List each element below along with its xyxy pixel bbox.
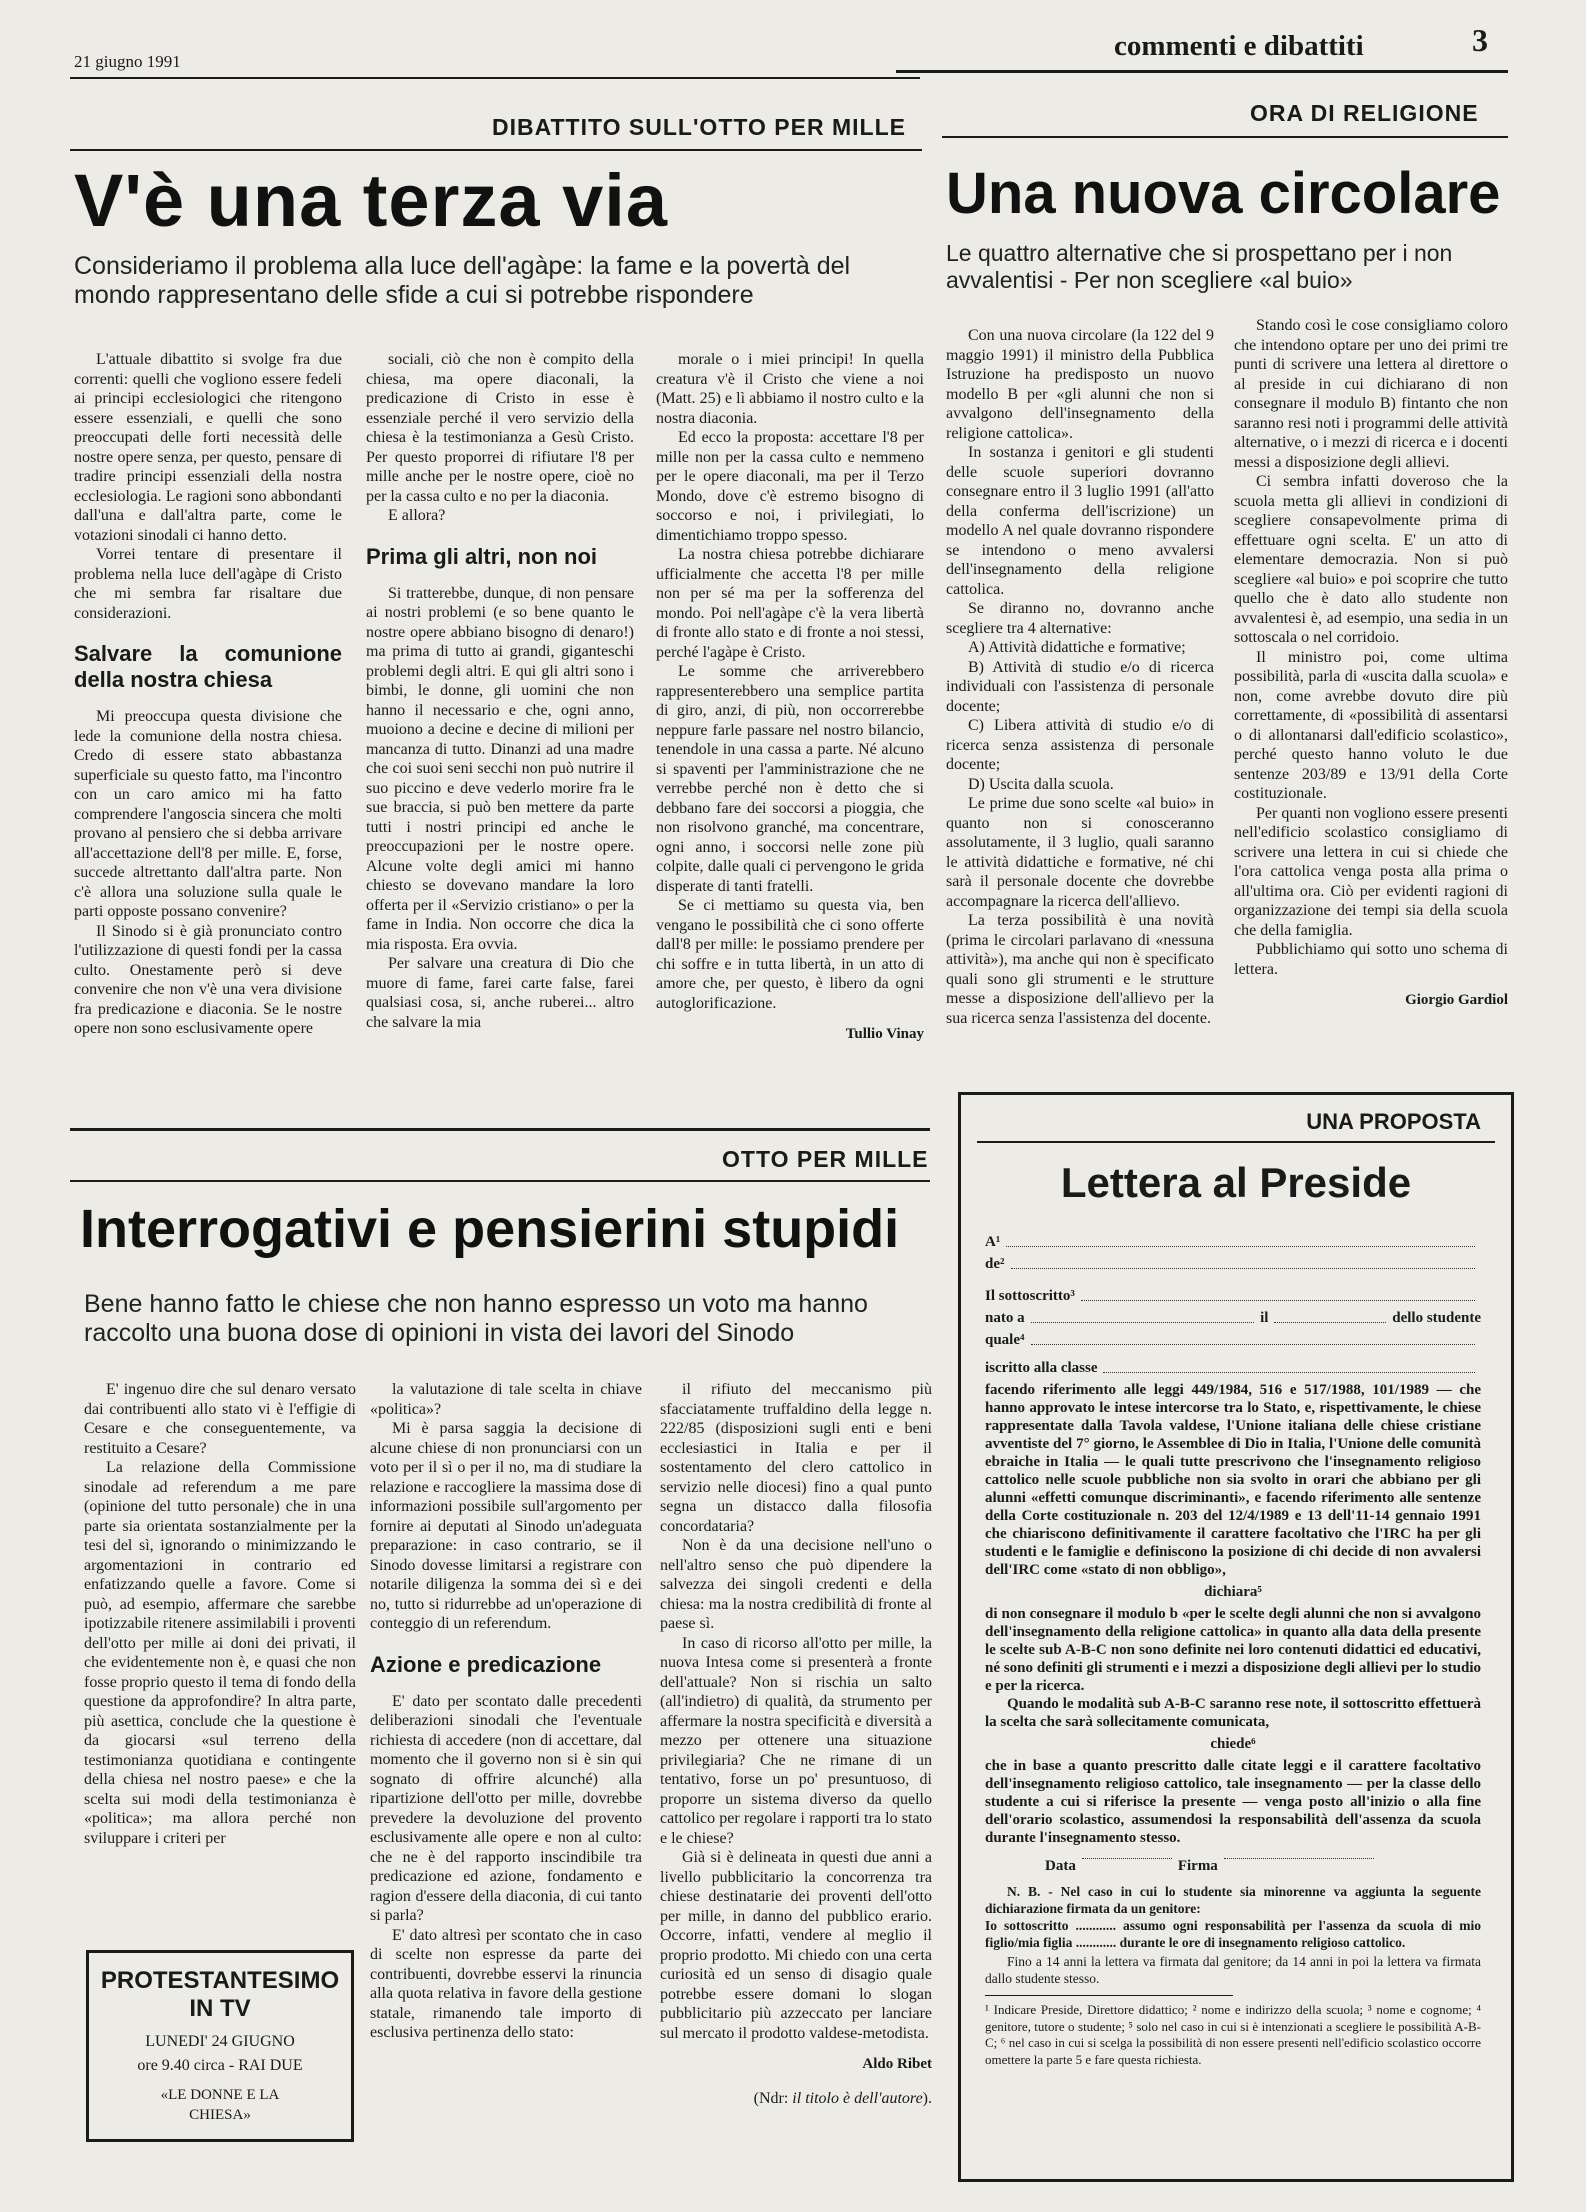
tv-notice-box: [86, 1950, 354, 2142]
paragraph: Mi è parsa saggia la decisione di alcune chiese di non pronunciarsi con un voto per il sì o per il no, ma di studiare la relazione e raccogliere la massima dose di informazioni possibile sull'argomento per fornire ai deputati al Sinodo un'adeguata preparazione: in caso contrario, se il Sinodo dovesse limitarsi a registrare con notarile diligenza la somma dei sì e dei no, tutto si ridurrebbe ad un'operazione di conteggio di un referendum.: [370, 1420, 642, 1632]
page-number: 3: [1472, 22, 1488, 58]
paragraph: Stando così le cose consigliamo coloro che intendono optare per uno dei primi tre punti di scrivere una lettera al direttore o al preside in cui dichiarano di non consegnare il modulo B) fintanto che non saranno resi noti i programmi delle attività alternative, o i mezzi di ricerca e i docenti messi a disposizione degli allievi.: [1234, 317, 1508, 471]
form-field-role[interactable]: [985, 1331, 1481, 1349]
letter-rule: [977, 1141, 1495, 1143]
article-column-1: [74, 350, 342, 1039]
paragraph: Pubblichiamo qui sotto uno schema di lettera.: [1234, 941, 1508, 978]
paragraph: Non è da una decisione nell'uno o nell'altro senso che può dipendere la salvezza dei singoli credenti e della chiesa: ma la nostra credibilità di fronte al paese sì.: [660, 1537, 932, 1632]
date-dots[interactable]: [1082, 1857, 1172, 1859]
field-dots: [1081, 1299, 1475, 1301]
field-label: de²: [985, 1256, 1005, 1272]
signature-row: [1045, 1857, 1481, 1875]
tv-notice-program: «LE DONNE E LA CHIESA»: [160, 2087, 280, 2123]
letter-form-box: [958, 1092, 1514, 2182]
paragraph: Il ministro poi, come ultima possibilità, parla di «uscita dalla scuola» e non, come avrebbe dovuto dire più correttamente, di «possibilità di assentarsi o di allontanarsi dall'edificio scolastico», perché questo hanno voluto le due sentenze 203/89 e 13/91 della Corte costituzionale.: [1234, 648, 1508, 802]
letter-note: Fino a 14 anni la lettera va firmata dal genitore; da 14 anni in poi la lettera va firmata dallo studente stesso.: [985, 1954, 1481, 1986]
paragraph: Per salvare una creatura di Dio che muore di fame, farei carte false, farei qualsiasi cosa, si, anche ruberei... altro che salvare la mia: [366, 955, 634, 1031]
field-dots: [1006, 1245, 1475, 1247]
section-title: commenti e dibattiti: [1114, 30, 1364, 62]
paragraph: La nostra chiesa potrebbe dichiarare ufficialmente che accetta l'8 per mille non per sé ma per la sofferenza del mondo. Poi nell'agàpe c'è la vera libertà di fronte allo stato e di fronte a noi stessi, perché l'agàpe è Cristo.: [656, 546, 924, 661]
letter-body: di non consegnare il modulo b «per le scelte degli alunni che non si avvalgono dell'insegnamento della religione cattolica» in quanto alla data della presente le scelte sub A-B-C non sono definite nei loro contenuti didattici ed educativi, né sono definiti gli strumenti e i mezzi a disposizione degli allievi per lo studio e per la ricerca.: [985, 1606, 1481, 1694]
note-prefix: (Ndr:: [753, 2089, 793, 2107]
field-label: quale⁴: [985, 1332, 1025, 1348]
form-field-recipient[interactable]: [985, 1233, 1481, 1251]
article-column-2: [370, 1380, 642, 2043]
article-headline: V'è una terza via: [74, 159, 668, 242]
letter-body: che in base a quanto prescritto dalle citate leggi e il carattere facoltativo dell'insegnamento religioso cattolico, tale insegnamento — per la classe dello studente a cui si riferisce la presente — venga posto all'inizio o alla fine dell'orario scolastico, assumendosi la responsabilità dell'assenza da scuola durante l'insegnamento stesso.: [985, 1758, 1481, 1846]
field-label: il: [1260, 1310, 1269, 1326]
field-label: nato a: [985, 1310, 1025, 1326]
field-dots: [1103, 1371, 1475, 1373]
letter-title: Lettera al Preside: [1060, 1159, 1412, 1206]
paragraph: Se ci mettiamo su questa via, ben vengano le possibilità che ci sono offerte dall'8 per mille: le possiamo prendere per chi soffre e in tutta libertà, in un atto di amore che, per questo, è libero da ogni autoglorificazione.: [656, 897, 924, 1012]
kicker-rule: [942, 136, 1508, 138]
subheading: Azione e predicazione: [370, 1651, 602, 1677]
paragraph: In sostanza i genitori e gli studenti delle scuole superiori dovranno consegnare entro il 3 luglio 1991 (all'atto della conferma dell'iscrizione) un modello A nel quale dovranno rispondere se intendono o meno avvalersi dell'insegnamento della religione cattolica.: [946, 444, 1214, 598]
letter-body: facendo riferimento alle leggi 449/1984, 516 e 517/1988, 101/1989 — che hanno approvato le intese intercorse tra lo Stato, e, rispettivamente, le chiese rappresentate dalla Tavola valdese, l'Unione italiana delle chiese cristiane avventiste del 7° giorno, le Assemblee di Dio in Italia, l'Unione delle comunità ebraiche in Italia — le quali tutte prescrivono che l'insegnamento religioso cattolico nelle scuole pubbliche non sia svolto in orari che abbiano per gli alunni «effetti comunque discriminanti», e facendo riferimento alle sentenze della Corte costituzionale n. 203 del 12/4/1989 e 13 dell'11-14 gennaio 1991 che chiariscono definitivamente il carattere facoltativo che l'IRC ha per gli studenti e le famiglie e definiscono la posizione di chi decide di non avvalersi dell'IRC come «stato di non obbligo»,: [985, 1382, 1481, 1578]
kicker-rule: [70, 1180, 930, 1182]
signature-label: Firma: [1177, 1858, 1218, 1874]
article-column-3: [656, 350, 924, 1045]
paragraph: Se diranno no, dovranno anche scegliere tra 4 alternative:: [946, 600, 1214, 637]
form-field-class[interactable]: [985, 1359, 1481, 1377]
field-dots: [1031, 1321, 1255, 1323]
form-field-school[interactable]: [985, 1255, 1481, 1273]
paragraph: D) Uscita dalla scuola.: [968, 775, 1114, 793]
letter-body: Quando le modalità sub A-B-C saranno rese note, il sottoscritto effettuerà la scelta che sarà sollecitamente comunicata,: [985, 1696, 1481, 1730]
date-label: Data: [1045, 1858, 1076, 1874]
editor-note: [660, 2089, 932, 2109]
paragraph: Mi preoccupa questa divisione che lede la comunione della nostra chiesa. Credo di essere stato abbastanza superficiale su questo fatto, ma l'incontro con un caro amico mi ha fatto comprendere l'angoscia sincera che molti provano al pensiero che si debba arrivare all'accettazione dell'8 per mille. E, forse, succede altrettanto dall'altra parte. Non c'è allora una soluzione sulla quale le parti opposte possano convenire?: [74, 708, 342, 920]
note-suffix: ).: [922, 2089, 932, 2107]
article-kicker: ORA DI RELIGIONE: [1250, 100, 1479, 126]
paragraph: morale o i miei principi! In quella creatura v'è il Cristo che viene a noi (Matt. 25) e lì abbiamo il nostro culto e la nostra diaconia.: [656, 351, 924, 427]
paragraph: Si tratterebbe, dunque, di non pensare ai nostri problemi (e so bene quanto le nostre opere abbiano bisogno di denaro!) ma prima di tutto ai grandi, giganteschi problemi degli altri. E qui gli altri sono i bimbi, le donne, gli uomini che non hanno il necessario e che, ogni anno, muoiono a decine e decine di milioni per mancanza di tutto. Dinanzi ad una madre che coi suoi seni secchi non può nutrire il suo piccino e deve vederlo morire fra le sue braccia, si può ben mettere da parte tutti i nostri principi ed anche le preoccupazioni per le nostre opere. Alcune volte degli amici mi hanno chiesto se dovevano mandare la loro offerta per il «Servizio cristiano» o per la fame in India. Non occorre che dica la mia risposta. Era ovvia.: [366, 584, 634, 953]
article-column-2: [366, 350, 634, 1032]
tv-notice-date: LUNEDI' 24 GIUGNO: [145, 2033, 295, 2050]
paragraph: La terza possibilità è una novità (prima le circolari parlavano di «nessuna attività»), ma anche qui non è specificato quali sono gli strumenti e le strutture messe a disposizione dell'allievo per la sua ricerca senza l'assistenza del docente.: [946, 912, 1214, 1027]
subheading: Salvare la comunione della nostra chiesa: [74, 641, 342, 692]
field-dots: [1011, 1267, 1476, 1269]
page-date: 21 giugno 1991: [74, 52, 181, 71]
field-dots: [1274, 1321, 1386, 1323]
paragraph: L'attuale dibattito si svolge fra due correnti: quelli che vogliono essere fedeli ai principi ecclesiologici che ritengono essere essenziali, e quelli che sono preoccupati delle forti necessità delle nostre opere senza, per questo, pensare di tradire principi essenziali della nostra ecclesiologia. Le ragioni sono abbondanti dall'una e dall'altra parte, come le votazioni sinodali ci hanno detto.: [74, 351, 342, 544]
kicker-rule: [70, 149, 922, 151]
article-column-1: [946, 326, 1214, 1028]
letter-footnotes: ¹ Indicare Preside, Direttore didattico; ² nome e indirizzo della scuola; ³ nome e cognome; ⁴ genitore, tutore o studente; ⁵ solo nel caso in cui si è intenzionati a scegliere le possibilità A-B-C; ⁶ nel caso in cui si scelga la possibilità di non essere presenti nell'edificio scolastico occorre omettere la parte 5 e fare questa richiesta.: [985, 2002, 1481, 2067]
header-rule-right: [896, 70, 1508, 73]
paragraph: B) Attività di studio e/o di ricerca individuali con l'assistenza di personale docente;: [946, 658, 1214, 715]
article-kicker: OTTO PER MILLE: [722, 1146, 929, 1172]
letter-heading-chiede: chiede⁶: [1210, 1736, 1256, 1752]
footnote-rule: [985, 1995, 1233, 1996]
paragraph: Le prime due sono scelte «al buio» in quanto non si conosceranno assolutamente, il 3 luglio, quali saranno le attività didattiche e formative, né chi sarà il personale docente che dovrebbe accompagnare la ricerca dell'allievo.: [946, 795, 1214, 910]
field-label: Il sottoscritto³: [985, 1288, 1075, 1304]
paragraph: Già si è delineata in questi due anni a livello pubblicitario la concorrenza tra chiese destinatarie dei proventi dell'otto per mille, in danno del pubblico erario. Occorre, infatti, vendere al meglio il proprio prodotto. Mi chiedo con una certa curiosità ed un senso di disagio quale potrebbe essere domani lo slogan pubblicitario più azzeccato per lanciare sul mercato il prodotto valdese-metodista.: [660, 1849, 932, 2042]
paragraph: sociali, ciò che non è compito della chiesa, ma opere diaconali, la predicazione di Cristo in esse è essenziale perché il vero servizio della chiesa è la testimonianza a Gesù Cristo. Per questo proporrei di rifiutare l'8 per mille anche per le nostre opere, cioè no per la cassa culto e no per la diaconia.: [366, 351, 634, 505]
article-column-2: [1234, 316, 1508, 1011]
paragraph: il rifiuto del meccanismo più sfacciatamente truffaldino della legge n. 222/85 (disposizioni sugli enti e beni ecclesiastici in Italia e per il sostentamento del clero cattolico in servizio nelle diocesi) fino a qual punto segna un distacco dalla filosofia concordataria?: [660, 1381, 932, 1535]
article-column-1: [84, 1380, 356, 1848]
field-label: dello studente: [1392, 1310, 1481, 1326]
field-label: iscritto alla classe: [985, 1360, 1098, 1376]
paragraph: E' dato altresì per scontato che in caso di scelte non espresse da parte dei contribuenti, dovrebbe esservi la rinuncia alla quota relativa in favore della gestione statale, rimanendo tale importo di esclusiva pertinenza dello stato:: [370, 1926, 642, 2041]
letter-note: Io sottoscritto ............ assumo ogni responsabilità per l'assenza da scuola di mio figlio/mia figlia ............ durante le ore di insegnamento religioso cattolico.: [985, 1918, 1481, 1950]
paragraph: la valutazione di tale scelta in chiave «politica»?: [370, 1381, 642, 1418]
article-deck: Bene hanno fatto le chiese che non hanno espresso un voto ma hanno raccolto una buona dose di opinioni in vista dei lavori del Sinodo: [84, 1290, 868, 1347]
signature-dots[interactable]: [1224, 1857, 1374, 1859]
article-headline: Una nuova circolare: [946, 161, 1501, 226]
paragraph: Il Sinodo si è già pronunciato contro l'utilizzazione di questi fondi per la cassa culto. Onestamente però si deve convenire che non v'è una vera divisione fra predicazione e diaconia. Se le nostre opere non sono esclusivamente opere: [74, 922, 342, 1037]
paragraph: A) Attività didattiche e formative;: [968, 639, 1186, 656]
paragraph: Vorrei tentare di presentare il problema nella luce dell'agàpe di Cristo che mi sembra far risaltare due considerazioni.: [74, 546, 342, 622]
article-deck: Consideriamo il problema alla luce dell'agàpe: la fame e la povertà del mondo rappresentano delle sfide a cui si potrebbe rispondere: [74, 252, 851, 309]
paragraph: In caso di ricorso all'otto per mille, la nuova Intesa come si presenterà a fronte dell'attuale? Non si rischia un salto (all'indietro) di qualità, da strumento per affermare la nostra specificità e diversità a mezzo per ottenere una situazione privilegiaria? Che ne rimane di un tentativo, forse un po' presuntuoso, di proporre un sistema diverso da quello cattolico per regolare i rapporti tra lo stato e le chiese?: [660, 1634, 932, 1847]
tv-notice-title: PROTESTANTESIMO IN TV: [100, 1967, 340, 2022]
paragraph: E allora?: [388, 507, 446, 524]
letter-kicker: UNA PROPOSTA: [1306, 1109, 1481, 1134]
subheading: Prima gli altri, non noi: [366, 543, 598, 569]
field-label: A¹: [985, 1234, 1001, 1250]
form-field-signer[interactable]: [985, 1287, 1481, 1305]
paragraph: Le somme che arriverebbero rappresenterebbero una semplice partita di giro, anzi, di più, non occorrerebbe neppure farle passare nel nostro bilancio, tenendole in una cassa a parte. Né alcuno si spaventi per l'amministrazione che ne verrebbe perché non è detto che si debbano fare dei soccorsi a pioggia, che non risolvono granché, ma concentrare, ogni anno, i soccorsi nelle zone più colpite, dalle quali ci pervengono le grida disperate di tanti fratelli.: [656, 663, 924, 895]
article-headline: Interrogativi e pensierini stupidi: [80, 1199, 900, 1259]
section-rule: [70, 1128, 930, 1131]
article-kicker: DIBATTITO SULL'OTTO PER MILLE: [492, 114, 906, 140]
article-deck: Le quattro alternative che si prospettano per i non avvalentisi - Per non scegliere «al buio»: [946, 240, 1453, 293]
letter-note: N. B. - Nel caso in cui lo studente sia minorenne va aggiunta la seguente dichiarazione firmata da un genitore:: [985, 1884, 1481, 1916]
paragraph: Con una nuova circolare (la 122 del 9 maggio 1991) il ministro della Pubblica Istruzione ha predisposto un nuovo modello B per «gli alunni che non si avvalgono dell'insegnamento della religione cattolica».: [946, 327, 1214, 442]
paragraph: Ed ecco la proposta: accettare l'8 per mille non per la cassa culto e nemmeno per le opere diaconali, ma per il Terzo Mondo, dove c'è estremo bisogno di soccorso e noi, i privilegiati, lo dimentichiamo troppo spesso.: [656, 429, 924, 544]
field-dots: [1031, 1343, 1475, 1345]
letter-heading-dichiara: dichiara⁵: [1204, 1584, 1262, 1600]
paragraph: La relazione della Commissione sinodale ad referendum a me pare (opinione del tutto personale) che in una parte sia orientata sostanzialmente per la tesi del sì, ignorando o minimizzando le argomentazioni in contrario ed enfatizzando quelle a favore. Come si può, ad esempio, affermare che sarebbe ipotizzabile ritenere assimilabili i proventi dell'otto per mille ai doni dei privati, il che evidentemente non è, e quasi che non fosse proprio questo il tema di fondo della questione da approfondire? In altra parte, più asettica, conclude che la questione è da giocarsi «sul terreno della testimonianza quotidiana e contingente della chiesa nel nostro paese» e che la scelta sui modi della testimonianza è «politica»; ma allora perché non sviluppare i criteri per: [84, 1459, 356, 1847]
paragraph: C) Libera attività di studio e/o di ricerca senza assistenza di personale docente;: [946, 717, 1214, 773]
paragraph: Per quanti non vogliono essere presenti nell'edificio scolastico consigliamo di scrivere una lettera in cui si chiede che l'ora cattolica venga posta alla prima o all'ultima ora. Ciò per evidenti ragioni di organizzazione dei tempi sia della scuola che della famiglia.: [1234, 804, 1508, 939]
author-signature: Tullio Vinay: [845, 1026, 924, 1042]
note-italic: il titolo è dell'autore: [792, 2089, 923, 2107]
article-column-3: [660, 1380, 932, 2108]
form-field-birth[interactable]: [985, 1309, 1481, 1327]
author-signature: Aldo Ribet: [862, 2056, 932, 2072]
tv-notice-time: ore 9.40 circa - RAI DUE: [137, 2057, 303, 2074]
header-rule-left: [70, 77, 920, 79]
author-signature: Giorgio Gardiol: [1405, 992, 1508, 1008]
paragraph: E' ingenuo dire che sul denaro versato dai contribuenti allo stato vi è l'effigie di Cesare e che conseguentemente, va restituito a Cesare?: [84, 1381, 356, 1457]
paragraph: E' dato per scontato dalle precedenti deliberazioni sinodali che l'eventuale richiesta di accedere (non di accettare, dal momento che il governo non si è sin qui sognato di offrire alcunché) alla ripartizione dell'otto per mille, dovrebbe prevedere la devoluzione del provento esclusivamente alle opere e non al culto: che ne è del rapporto inscindibile tra predicazione ed azione, fondamento e ragion d'essere della diaconia, di cui tanto si parla?: [370, 1692, 642, 1924]
paragraph: Ci sembra infatti doveroso che la scuola metta gli allievi in condizioni di scegliere consapevolmente prima di effettuare ogni scelta. E' un atto di elementare democrazia. Non si può scegliere «al buio» e poi scoprire che tutto quello che è dato allo studente non avvalentesi è, ad esempio, una sedia in un sottoscala o nel corridoio.: [1234, 473, 1508, 646]
